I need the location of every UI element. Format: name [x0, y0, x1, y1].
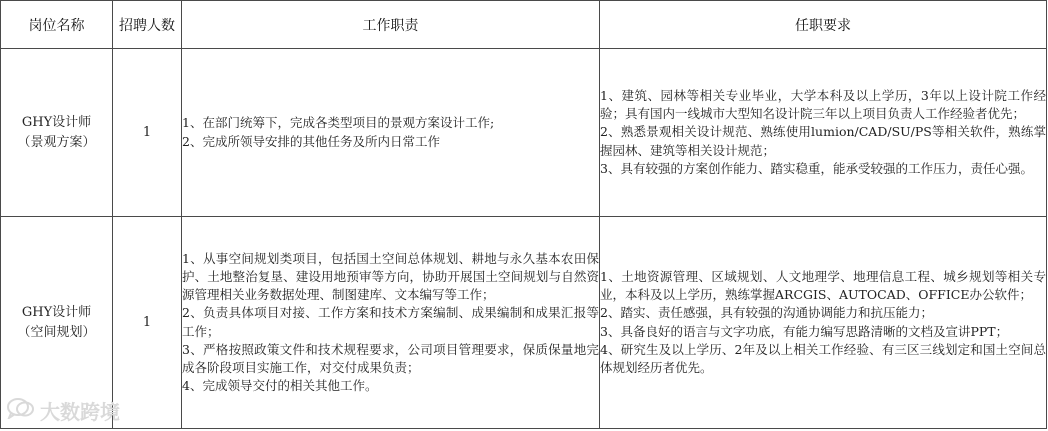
count-cell: 1	[113, 217, 182, 429]
requirement-item: 4、研究生及以上学历、2年及以上相关工作经验、有三区三线划定和国土空间总体规划经历者优先。	[600, 341, 1046, 375]
watermark-text: 大数跨境	[40, 400, 120, 424]
duty-item: 2、完成所领导安排的其他任务及所内日常工作	[182, 133, 440, 149]
table-row	[1, 217, 1047, 429]
duty-item: 4、完成领导交付的相关其他工作。	[182, 378, 378, 394]
position-subtitle: （景观方案）	[17, 134, 96, 150]
header-requirements: 任职要求	[600, 1, 1047, 49]
count-cell: 1	[113, 49, 182, 217]
table-row	[1, 49, 1047, 217]
duty-item: 1、在部门统筹下，完成各类型项目的景观方案设计工作;	[182, 115, 495, 131]
duties-cell	[182, 217, 600, 429]
duty-item: 2、负责具体项目对接、工作方案和技术方案编制、成果编制和成果汇报等工作；	[182, 305, 599, 339]
position-subtitle: （空间规划）	[17, 324, 96, 340]
requirement-item: 3、具备良好的语言与文字功底，有能力编写思路清晰的文档及宣讲PPT；	[600, 323, 1009, 339]
requirement-item: 2、熟悉景观相关设计规范、熟练使用lumion/CAD/SU/PS等相关软件，熟练掌握园林、建筑等相关设计规范；	[600, 124, 1046, 158]
header-duties: 工作职责	[182, 1, 600, 49]
header-position: 岗位名称	[1, 1, 113, 49]
position-cell	[1, 49, 113, 217]
requirement-item: 3、具有较强的方案创作能力、踏实稳重，能承受较强的工作压力，责任心强。	[600, 160, 1033, 176]
duty-item: 3、严格按照政策文件和技术规程要求，公司项目管理要求，保质保量地完成各阶段项目实施工作，对交付成果负责；	[182, 341, 599, 375]
requirement-item: 2、踏实、责任感强，具有较强的沟通协调能力和抗压能力；	[600, 305, 933, 321]
duties-cell	[182, 49, 600, 217]
requirements-cell	[600, 217, 1047, 429]
duty-item: 1、从事空间规划类项目，包括国土空间总体规划、耕地与永久基本农田保护、土地整治复垦、建设用地预审等方向，协助开展国土空间规划与自然资源管理相关业务数据处理、制图建库、文本编写等工作；	[182, 250, 599, 303]
requirement-item: 1、建筑、园林等相关专业毕业，大学本科及以上学历，3年以上设计院工作经验；具有国内一线城市大型知名设计院三年以上项目负责人工作经验者优先；	[600, 87, 1046, 122]
requirements-cell	[600, 49, 1047, 217]
table-header-row	[1, 1, 1047, 49]
header-count: 招聘人数	[113, 1, 182, 49]
position-cell	[1, 217, 113, 429]
position-title: GHY设计师	[21, 114, 92, 130]
requirement-item: 1、土地资源管理、区域规划、人文地理学、地理信息工程、城乡规划等相关专业，本科及以上学历，熟练掌握ARCGIS、AUTOCAD、OFFICE办公软件；	[600, 268, 1046, 303]
position-title: GHY设计师	[21, 304, 92, 320]
